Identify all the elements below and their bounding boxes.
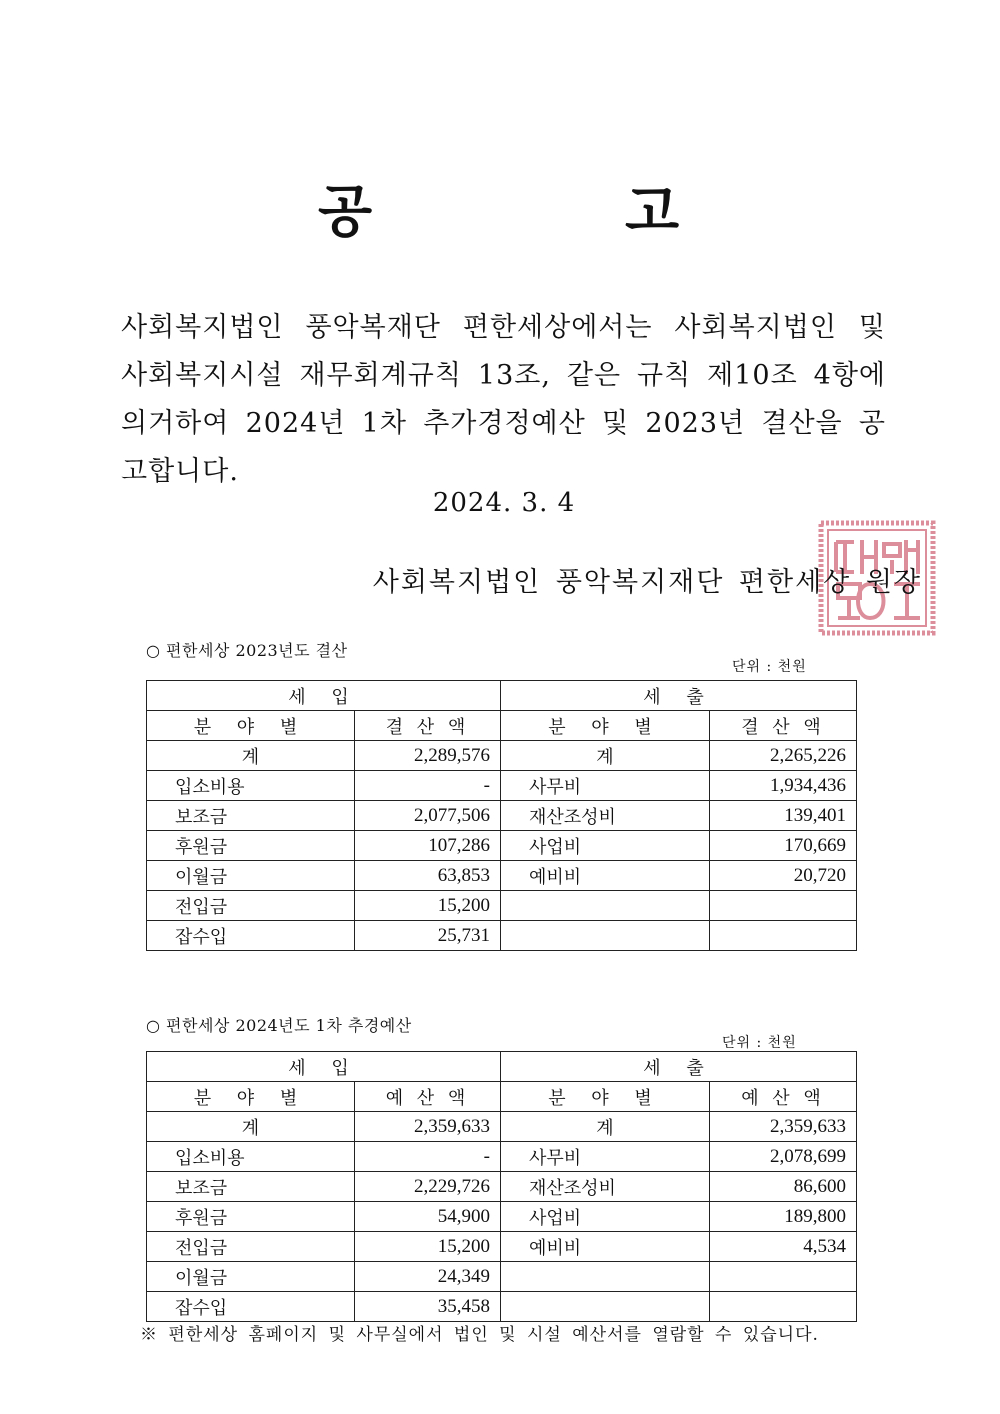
expense-value: 170,669 bbox=[710, 831, 857, 861]
budget-table bbox=[146, 1051, 857, 1322]
income-value: 25,731 bbox=[355, 921, 501, 951]
table-row bbox=[147, 1232, 857, 1262]
income-label: 입소비용 bbox=[147, 771, 355, 801]
income-header: 세 입 bbox=[147, 1052, 501, 1082]
income-label: 잡수입 bbox=[147, 921, 355, 951]
income-value: 2,229,726 bbox=[355, 1172, 501, 1202]
table-row bbox=[147, 1142, 857, 1172]
field-header: 분 야 별 bbox=[147, 1082, 355, 1112]
income-value: 15,200 bbox=[355, 891, 501, 921]
table-row bbox=[147, 1082, 857, 1112]
income-label: 보조금 bbox=[147, 1172, 355, 1202]
table-row bbox=[147, 1172, 857, 1202]
expense-value bbox=[710, 1262, 857, 1292]
expense-header: 세 출 bbox=[501, 681, 857, 711]
income-label: 잡수입 bbox=[147, 1292, 355, 1322]
field-header: 분 야 별 bbox=[147, 711, 355, 741]
amount-header: 결 산 액 bbox=[710, 711, 857, 741]
income-label: 이월금 bbox=[147, 1262, 355, 1292]
budget-unit: 단위 : 천원 bbox=[722, 1035, 797, 1051]
table-row bbox=[147, 1292, 857, 1322]
expense-value bbox=[710, 1292, 857, 1322]
expense-value: 4,534 bbox=[710, 1232, 857, 1262]
income-value: 63,853 bbox=[355, 861, 501, 891]
table-row bbox=[147, 771, 857, 801]
expense-value: 20,720 bbox=[710, 861, 857, 891]
income-label: 보조금 bbox=[147, 801, 355, 831]
field-header: 분 야 별 bbox=[501, 711, 710, 741]
expense-label: 사무비 bbox=[501, 771, 710, 801]
settlement-unit: 단위 : 천원 bbox=[732, 659, 807, 675]
income-value: - bbox=[355, 771, 501, 801]
expense-value: 139,401 bbox=[710, 801, 857, 831]
document-title bbox=[0, 168, 1000, 245]
income-value: 24,349 bbox=[355, 1262, 501, 1292]
expense-label: 예비비 bbox=[501, 861, 710, 891]
expense-label bbox=[501, 1292, 710, 1322]
expense-value bbox=[710, 891, 857, 921]
title-char-right: 고 bbox=[625, 179, 682, 245]
expense-value: 189,800 bbox=[710, 1202, 857, 1232]
income-label: 전입금 bbox=[147, 891, 355, 921]
notice-date: 2024. 3. 4 bbox=[432, 488, 576, 518]
settlement-section-title: ○ 편한세상 2023년도 결산 bbox=[146, 641, 348, 660]
expense-value: 2,359,633 bbox=[710, 1112, 857, 1142]
income-label: 후원금 bbox=[147, 1202, 355, 1232]
income-value: 35,458 bbox=[355, 1292, 501, 1322]
notice-body: 사회복지법인 풍악복재단 편한세상에서는 사회복지법인 및 사회복지시설 재무회계규칙 13조, 같은 규칙 제10조 4항에 의거하여 2024년 1차 추가경정예산 및 2023년 결산을 공고합니다. bbox=[121, 312, 886, 487]
income-value: 2,359,633 bbox=[355, 1112, 501, 1142]
amount-header: 예 산 액 bbox=[710, 1082, 857, 1112]
expense-value: 86,600 bbox=[710, 1172, 857, 1202]
table-row bbox=[147, 861, 857, 891]
income-label: 이월금 bbox=[147, 861, 355, 891]
amount-header: 결 산 액 bbox=[355, 711, 501, 741]
income-label: 후원금 bbox=[147, 831, 355, 861]
income-label: 계 bbox=[147, 741, 355, 771]
amount-header: 예 산 액 bbox=[355, 1082, 501, 1112]
table-row bbox=[147, 741, 857, 771]
income-label: 입소비용 bbox=[147, 1142, 355, 1172]
expense-value: 2,078,699 bbox=[710, 1142, 857, 1172]
income-value: 2,077,506 bbox=[355, 801, 501, 831]
income-value: - bbox=[355, 1142, 501, 1172]
table-row bbox=[147, 921, 857, 951]
table-row bbox=[147, 831, 857, 861]
income-label: 계 bbox=[147, 1112, 355, 1142]
table-row bbox=[147, 1052, 857, 1082]
budget-section-title: ○ 편한세상 2024년도 1차 추경예산 bbox=[146, 1016, 412, 1035]
table-row bbox=[147, 1262, 857, 1292]
expense-label bbox=[501, 921, 710, 951]
income-value: 54,900 bbox=[355, 1202, 501, 1232]
expense-label: 계 bbox=[501, 741, 710, 771]
expense-label bbox=[501, 1262, 710, 1292]
settlement-table bbox=[146, 680, 857, 951]
table-row bbox=[147, 711, 857, 741]
income-value: 15,200 bbox=[355, 1232, 501, 1262]
footnote: ※ 편한세상 홈페이지 및 사무실에서 법인 및 시설 예산서를 열람할 수 있습니다. bbox=[140, 1325, 819, 1345]
expense-label: 사업비 bbox=[501, 831, 710, 861]
expense-label: 재산조성비 bbox=[501, 801, 710, 831]
expense-label: 사무비 bbox=[501, 1142, 710, 1172]
expense-value: 1,934,436 bbox=[710, 771, 857, 801]
income-label: 전입금 bbox=[147, 1232, 355, 1262]
expense-header: 세 출 bbox=[501, 1052, 857, 1082]
expense-label: 재산조성비 bbox=[501, 1172, 710, 1202]
expense-label bbox=[501, 891, 710, 921]
income-value: 107,286 bbox=[355, 831, 501, 861]
field-header: 분 야 별 bbox=[501, 1082, 710, 1112]
table-row bbox=[147, 1112, 857, 1142]
expense-label: 사업비 bbox=[501, 1202, 710, 1232]
expense-value: 2,265,226 bbox=[710, 741, 857, 771]
income-value: 2,289,576 bbox=[355, 741, 501, 771]
expense-label: 계 bbox=[501, 1112, 710, 1142]
title-char-left: 공 bbox=[318, 179, 375, 245]
expense-value bbox=[710, 921, 857, 951]
table-row bbox=[147, 801, 857, 831]
table-row bbox=[147, 891, 857, 921]
table-row bbox=[147, 681, 857, 711]
income-header: 세 입 bbox=[147, 681, 501, 711]
table-row bbox=[147, 1202, 857, 1232]
expense-label: 예비비 bbox=[501, 1232, 710, 1262]
signer-name: 사회복지법인 풍악복지재단 편한세상 원장 bbox=[372, 567, 922, 598]
